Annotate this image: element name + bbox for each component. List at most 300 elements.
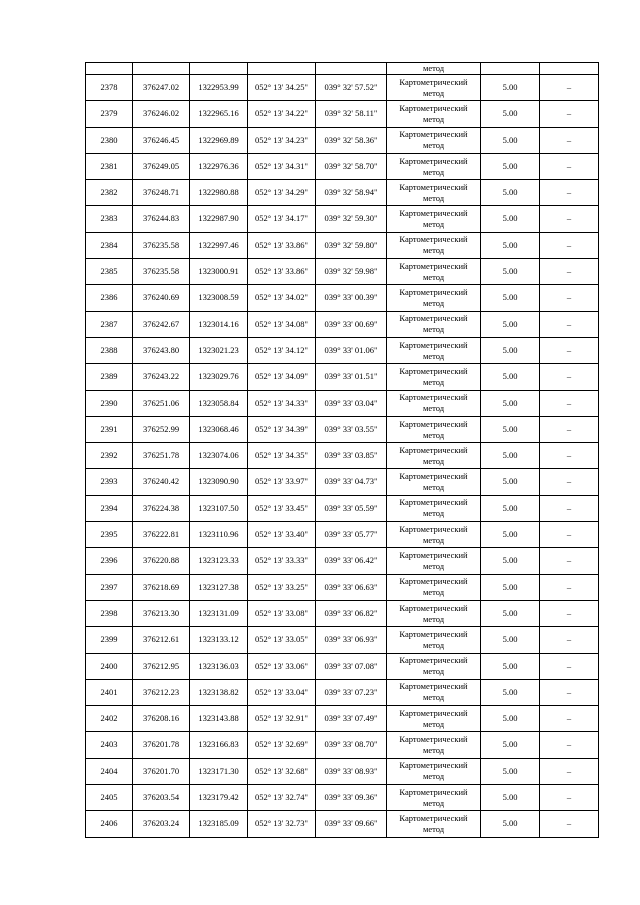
cell-y: 1322965.16 (190, 101, 248, 127)
cell-accuracy: 5.00 (481, 180, 540, 206)
cell-method (387, 311, 481, 337)
cell-x: 376212.23 (133, 679, 190, 705)
method-line-1: Картометрический (399, 602, 468, 613)
cell-method (387, 206, 481, 232)
cell-point-number: 2399 (86, 627, 133, 653)
cell-note: – (540, 390, 599, 416)
cell-latitude: 052° 13' 33.40" (248, 522, 316, 548)
cell-x: 376220.88 (133, 548, 190, 574)
cell-note: – (540, 495, 599, 521)
cell-accuracy: 5.00 (481, 653, 540, 679)
method-line-1: Картометрический (399, 707, 468, 718)
cell-longitude: 039° 32' 59.98" (316, 259, 387, 285)
method-line-1: Картометрический (399, 129, 468, 140)
table-row (86, 364, 599, 390)
cell-y: 1322980.88 (190, 180, 248, 206)
table-row (86, 153, 599, 179)
cell-note: – (540, 285, 599, 311)
table-body (86, 63, 599, 838)
cell-accuracy: 5.00 (481, 469, 540, 495)
cell-accuracy: 5.00 (481, 495, 540, 521)
cell-point-number: 2394 (86, 495, 133, 521)
cell-accuracy: 5.00 (481, 627, 540, 653)
method-line-2: метод (422, 166, 445, 177)
cell-latitude: 052° 13' 33.97" (248, 469, 316, 495)
method-line-2: метод (422, 87, 445, 98)
cell-point-number: 2388 (86, 337, 133, 363)
table-row (86, 337, 599, 363)
cell-note: – (540, 548, 599, 574)
cell-longitude: 039° 32' 58.11" (316, 101, 387, 127)
cell-x: 376235.58 (133, 232, 190, 258)
cell-method (387, 153, 481, 179)
cell-x: 376235.58 (133, 259, 190, 285)
continuation-row (86, 63, 599, 75)
table-row (86, 548, 599, 574)
cell-point-number: 2390 (86, 390, 133, 416)
cell-longitude: 039° 33' 05.77" (316, 522, 387, 548)
cell-accuracy: 5.00 (481, 232, 540, 258)
cell-accuracy: 5.00 (481, 679, 540, 705)
method-line-1: Картометрический (399, 365, 468, 376)
cell-y: 1322969.89 (190, 127, 248, 153)
cell-y: 1323058.84 (190, 390, 248, 416)
cell-point-number: 2405 (86, 785, 133, 811)
cell-method (387, 285, 481, 311)
cell-y: 1323110.96 (190, 522, 248, 548)
cell-longitude: 039° 32' 58.36" (316, 127, 387, 153)
cell-latitude: 052° 13' 34.33" (248, 390, 316, 416)
cell-accuracy: 5.00 (481, 522, 540, 548)
table-row (86, 311, 599, 337)
cell-latitude: 052° 13' 34.09" (248, 364, 316, 390)
cell-method (387, 75, 481, 101)
cell-point-number: 2381 (86, 153, 133, 179)
method-line-2: метод (422, 587, 445, 598)
cell-note: – (540, 758, 599, 784)
method-line-1: Картометрический (399, 497, 468, 508)
cell-latitude: 052° 13' 33.06" (248, 653, 316, 679)
method-line-2: метод (422, 745, 445, 756)
table-row (86, 75, 599, 101)
cell-note: – (540, 522, 599, 548)
coordinates-table (85, 62, 599, 838)
method-line-2: метод (422, 771, 445, 782)
cell-latitude: 052° 13' 33.05" (248, 627, 316, 653)
cell-note: – (540, 785, 599, 811)
cell-point-number: 2382 (86, 180, 133, 206)
cell-x: 376252.99 (133, 416, 190, 442)
cell-latitude: 052° 13' 33.08" (248, 600, 316, 626)
cell-latitude: 052° 13' 33.86" (248, 232, 316, 258)
method-line-1: Картометрический (399, 287, 468, 298)
cell-accuracy: 5.00 (481, 390, 540, 416)
cell-number (86, 63, 133, 75)
cell-longitude: 039° 33' 06.63" (316, 574, 387, 600)
table-row (86, 259, 599, 285)
method-line-1: Картометрический (399, 76, 468, 87)
method-line-1: Картометрический (399, 418, 468, 429)
cell-y: 1323090.90 (190, 469, 248, 495)
table-row (86, 732, 599, 758)
method-line-2: метод (422, 823, 445, 834)
cell-y: 1322976.36 (190, 153, 248, 179)
cell-method (387, 785, 481, 811)
cell-longitude: 039° 33' 07.23" (316, 679, 387, 705)
cell-x: 376240.69 (133, 285, 190, 311)
cell-longitude: 039° 33' 03.85" (316, 443, 387, 469)
cell-latitude: 052° 13' 32.91" (248, 706, 316, 732)
cell-method (387, 574, 481, 600)
cell-note: – (540, 811, 599, 837)
method-line-2: метод (422, 639, 445, 650)
method-line-1: Картометрический (399, 681, 468, 692)
cell-latitude: 052° 13' 33.04" (248, 679, 316, 705)
cell-note: – (540, 259, 599, 285)
cell-note: – (540, 364, 599, 390)
cell-note: – (540, 653, 599, 679)
cell-accuracy: 5.00 (481, 285, 540, 311)
cell-latitude: 052° 13' 34.22" (248, 101, 316, 127)
cell-latitude: 052° 13' 34.25" (248, 75, 316, 101)
cell-x: 376224.38 (133, 495, 190, 521)
cell-method (387, 416, 481, 442)
table-row (86, 785, 599, 811)
cell-latitude: 052° 13' 34.08" (248, 311, 316, 337)
table-row (86, 180, 599, 206)
cell-y: 1323000.91 (190, 259, 248, 285)
cell-x: 376242.67 (133, 311, 190, 337)
cell-latitude: 052° 13' 32.74" (248, 785, 316, 811)
method-line-2: метод (422, 140, 445, 151)
cell-note: – (540, 443, 599, 469)
cell-latitude: 052° 13' 32.73" (248, 811, 316, 837)
table-row (86, 653, 599, 679)
method-line-1: Картометрический (399, 812, 468, 823)
cell-latitude: 052° 13' 33.33" (248, 548, 316, 574)
cell-method (387, 522, 481, 548)
cell-method (387, 732, 481, 758)
cell-method (387, 495, 481, 521)
cell-point-number: 2395 (86, 522, 133, 548)
cell-note: – (540, 732, 599, 758)
cell-longitude: 039° 33' 00.39" (316, 285, 387, 311)
cell-note: – (540, 180, 599, 206)
cell-accuracy: 5.00 (481, 364, 540, 390)
cell-point-number: 2384 (86, 232, 133, 258)
cell-note (540, 63, 599, 75)
cell-accuracy: 5.00 (481, 206, 540, 232)
cell-point-number: 2400 (86, 653, 133, 679)
cell-x: 376246.45 (133, 127, 190, 153)
table-row (86, 574, 599, 600)
cell-accuracy: 5.00 (481, 337, 540, 363)
cell-longitude: 039° 33' 01.51" (316, 364, 387, 390)
cell-point-number: 2396 (86, 548, 133, 574)
cell-x: 376212.95 (133, 653, 190, 679)
cell-point-number: 2398 (86, 600, 133, 626)
cell-x (133, 63, 190, 75)
method-line-2: метод (422, 429, 445, 440)
method-line-2: метод (422, 692, 445, 703)
method-line-1: Картометрический (399, 392, 468, 403)
cell-x: 376244.83 (133, 206, 190, 232)
cell-x: 376249.05 (133, 153, 190, 179)
method-line-2: метод (422, 298, 445, 309)
method-line-2: метод (422, 376, 445, 387)
cell-y: 1323029.76 (190, 364, 248, 390)
cell-latitude: 052° 13' 32.68" (248, 758, 316, 784)
cell-note: – (540, 706, 599, 732)
cell-method (387, 390, 481, 416)
table-row (86, 101, 599, 127)
cell-x: 376248.71 (133, 180, 190, 206)
cell-method (387, 548, 481, 574)
method-line-2: метод (422, 560, 445, 571)
cell-longitude: 039° 33' 06.42" (316, 548, 387, 574)
cell-method (387, 232, 481, 258)
cell-y: 1323127.38 (190, 574, 248, 600)
cell-longitude: 039° 33' 07.08" (316, 653, 387, 679)
cell-note: – (540, 206, 599, 232)
table-row (86, 469, 599, 495)
cell-latitude: 052° 13' 33.45" (248, 495, 316, 521)
method-line-1: Картометрический (399, 260, 468, 271)
method-line-2: метод (422, 455, 445, 466)
cell-method (387, 180, 481, 206)
cell-point-number: 2386 (86, 285, 133, 311)
table-row (86, 679, 599, 705)
cell-point-number: 2378 (86, 75, 133, 101)
cell-note: – (540, 127, 599, 153)
cell-y: 1323185.09 (190, 811, 248, 837)
cell-longitude: 039° 33' 03.04" (316, 390, 387, 416)
cell-method (387, 811, 481, 837)
cell-latitude: 052° 13' 33.86" (248, 259, 316, 285)
cell-y (190, 63, 248, 75)
method-line-1: Картометрический (399, 523, 468, 534)
method-line-1: Картометрический (399, 471, 468, 482)
method-line-2: метод (422, 403, 445, 414)
cell-note: – (540, 416, 599, 442)
table-row (86, 443, 599, 469)
cell-y: 1323008.59 (190, 285, 248, 311)
cell-note: – (540, 627, 599, 653)
cell-y: 1323068.46 (190, 416, 248, 442)
cell-y: 1323138.82 (190, 679, 248, 705)
cell-accuracy: 5.00 (481, 548, 540, 574)
cell-accuracy: 5.00 (481, 732, 540, 758)
cell-x: 376203.54 (133, 785, 190, 811)
method-line-1: Картометрический (399, 628, 468, 639)
cell-longitude: 039° 33' 05.59" (316, 495, 387, 521)
cell-accuracy: 5.00 (481, 600, 540, 626)
method-line-1: Картометрический (399, 102, 468, 113)
cell-note: – (540, 101, 599, 127)
cell-accuracy: 5.00 (481, 443, 540, 469)
cell-method (387, 364, 481, 390)
method-line-1: Картометрический (399, 234, 468, 245)
cell-y: 1323131.09 (190, 600, 248, 626)
method-line-2: метод (422, 613, 445, 624)
cell-note: – (540, 153, 599, 179)
table-row (86, 706, 599, 732)
cell-method (387, 469, 481, 495)
cell-x: 376201.78 (133, 732, 190, 758)
cell-x: 376246.02 (133, 101, 190, 127)
method-line-2: метод (422, 482, 445, 493)
table-row (86, 127, 599, 153)
table-row (86, 627, 599, 653)
cell-accuracy: 5.00 (481, 706, 540, 732)
cell-x: 376243.80 (133, 337, 190, 363)
cell-method (387, 600, 481, 626)
cell-note: – (540, 469, 599, 495)
cell-longitude: 039° 33' 03.55" (316, 416, 387, 442)
cell-note: – (540, 600, 599, 626)
cell-accuracy: 5.00 (481, 416, 540, 442)
cell-y: 1322987.90 (190, 206, 248, 232)
cell-x: 376247.02 (133, 75, 190, 101)
cell-y: 1323171.30 (190, 758, 248, 784)
cell-x: 376203.24 (133, 811, 190, 837)
cell-point-number: 2393 (86, 469, 133, 495)
method-line-1: Картометрический (399, 760, 468, 771)
cell-accuracy: 5.00 (481, 101, 540, 127)
method-line-2: метод (422, 113, 445, 124)
cell-longitude: 039° 33' 07.49" (316, 706, 387, 732)
method-line-1: Картометрический (399, 655, 468, 666)
cell-y: 1323179.42 (190, 785, 248, 811)
cell-note: – (540, 337, 599, 363)
cell-latitude: 052° 13' 34.12" (248, 337, 316, 363)
method-line-1: Картометрический (399, 339, 468, 350)
table-row (86, 206, 599, 232)
cell-method (387, 679, 481, 705)
cell-longitude: 039° 33' 00.69" (316, 311, 387, 337)
method-line-1: Картометрический (399, 444, 468, 455)
cell-note: – (540, 679, 599, 705)
cell-latitude: 052° 13' 32.69" (248, 732, 316, 758)
cell-point-number: 2379 (86, 101, 133, 127)
cell-latitude (248, 63, 316, 75)
cell-longitude: 039° 33' 01.06" (316, 337, 387, 363)
method-line-1: Картометрический (399, 734, 468, 745)
cell-latitude: 052° 13' 34.29" (248, 180, 316, 206)
method-line-1: Картометрический (399, 155, 468, 166)
cell-y: 1323107.50 (190, 495, 248, 521)
cell-longitude: 039° 32' 59.30" (316, 206, 387, 232)
method-line-2: метод (422, 350, 445, 361)
cell-x: 376208.16 (133, 706, 190, 732)
method-line-2: метод (422, 271, 445, 282)
cell-longitude: 039° 33' 09.66" (316, 811, 387, 837)
cell-point-number: 2389 (86, 364, 133, 390)
cell-accuracy: 5.00 (481, 574, 540, 600)
cell-latitude: 052° 13' 33.25" (248, 574, 316, 600)
cell-point-number: 2397 (86, 574, 133, 600)
cell-y: 1323021.23 (190, 337, 248, 363)
cell-y: 1323136.03 (190, 653, 248, 679)
cell-point-number: 2402 (86, 706, 133, 732)
cell-accuracy: 5.00 (481, 785, 540, 811)
cell-longitude: 039° 33' 08.70" (316, 732, 387, 758)
cell-accuracy: 5.00 (481, 75, 540, 101)
cell-method (387, 259, 481, 285)
cell-point-number: 2383 (86, 206, 133, 232)
cell-point-number: 2401 (86, 679, 133, 705)
cell-point-number: 2391 (86, 416, 133, 442)
table-row (86, 416, 599, 442)
cell-longitude: 039° 32' 57.52" (316, 75, 387, 101)
cell-latitude: 052° 13' 34.35" (248, 443, 316, 469)
method-line-2: метод (422, 324, 445, 335)
table-row (86, 495, 599, 521)
method-line-1: Картометрический (399, 208, 468, 219)
cell-method (387, 627, 481, 653)
cell-x: 376243.22 (133, 364, 190, 390)
cell-x: 376218.69 (133, 574, 190, 600)
cell-point-number: 2392 (86, 443, 133, 469)
cell-accuracy: 5.00 (481, 259, 540, 285)
cell-longitude: 039° 33' 08.93" (316, 758, 387, 784)
cell-y: 1323123.33 (190, 548, 248, 574)
cell-accuracy (481, 63, 540, 75)
cell-y: 1323133.12 (190, 627, 248, 653)
method-line-2: метод (422, 245, 445, 256)
cell-y: 1322997.46 (190, 232, 248, 258)
method-line-1: Картометрический (399, 313, 468, 324)
cell-latitude: 052° 13' 34.31" (248, 153, 316, 179)
cell-point-number: 2387 (86, 311, 133, 337)
cell-accuracy: 5.00 (481, 311, 540, 337)
cell-longitude (316, 63, 387, 75)
cell-method (387, 337, 481, 363)
cell-latitude: 052° 13' 34.39" (248, 416, 316, 442)
cell-note: – (540, 311, 599, 337)
cell-point-number: 2385 (86, 259, 133, 285)
cell-method (387, 443, 481, 469)
cell-point-number: 2403 (86, 732, 133, 758)
cell-x: 376222.81 (133, 522, 190, 548)
cell-longitude: 039° 33' 06.82" (316, 600, 387, 626)
cell-accuracy: 5.00 (481, 153, 540, 179)
cell-longitude: 039° 33' 09.36" (316, 785, 387, 811)
cell-latitude: 052° 13' 34.17" (248, 206, 316, 232)
cell-x: 376201.70 (133, 758, 190, 784)
table-row (86, 285, 599, 311)
method-line-1: Картометрический (399, 786, 468, 797)
method-line-1: Картометрический (399, 181, 468, 192)
cell-x: 376251.06 (133, 390, 190, 416)
cell-y: 1323143.88 (190, 706, 248, 732)
method-line-2: метод (422, 508, 445, 519)
cell-x: 376212.61 (133, 627, 190, 653)
table-row (86, 232, 599, 258)
method-line-2: метод (422, 797, 445, 808)
method-line-2: метод (422, 534, 445, 545)
cell-note: – (540, 574, 599, 600)
table-row (86, 811, 599, 837)
cell-accuracy: 5.00 (481, 127, 540, 153)
table-row (86, 522, 599, 548)
cell-x: 376240.42 (133, 469, 190, 495)
method-line-2: метод (422, 666, 445, 677)
cell-method (387, 127, 481, 153)
method-line-2: метод (422, 219, 445, 230)
cell-method-continuation: метод (387, 63, 481, 75)
cell-latitude: 052° 13' 34.23" (248, 127, 316, 153)
